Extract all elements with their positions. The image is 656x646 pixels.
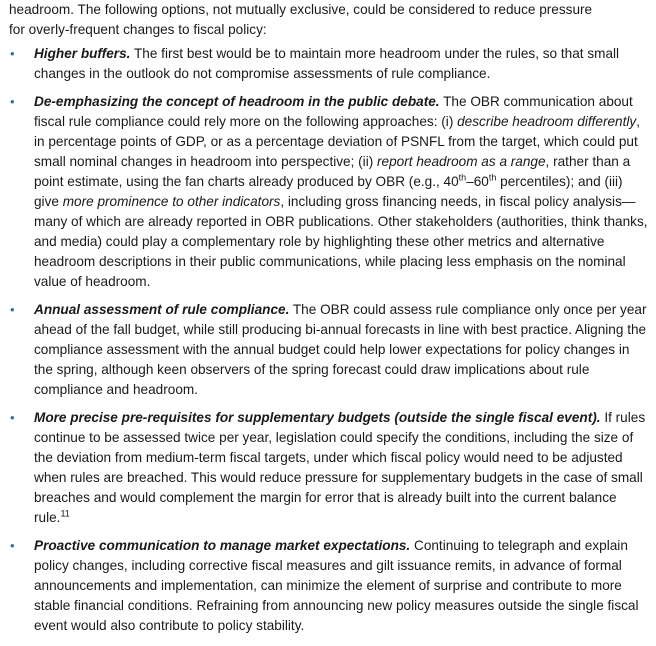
item-text: , in percentage points of GDP, or as a percentage deviation of PSNFL from the target, which could put small nominal changes in headroom into perspective; (ii) bbox=[34, 114, 640, 169]
item-heading: Annual assessment of rule compliance. bbox=[34, 302, 290, 317]
list-item bbox=[9, 92, 649, 292]
item-emphasis: describe headroom differently bbox=[457, 114, 637, 129]
item-heading: De-emphasizing the concept of headroom in the public debate. bbox=[34, 94, 440, 109]
intro-line-2: for overly-frequent changes to fiscal policy: bbox=[9, 22, 267, 37]
intro-line-1: headroom. The following options, not mutually exclusive, could be considered to reduce pressure bbox=[9, 2, 593, 17]
bullet-icon: • bbox=[10, 538, 15, 553]
item-text: If rules continue to be assessed twice per year, legislation could specify the conditions, including the size of the deviation from medium-term fiscal targets, under which fiscal policy would need to be adjusted when rules are breached. This would reduce pressure for supplementary budgets in the case of small breaches and would complement the margin for error that is already built into the current balance rule. bbox=[34, 410, 646, 525]
superscript: th bbox=[458, 172, 467, 183]
item-heading: Proactive communication to manage market expectations. bbox=[34, 538, 411, 553]
list-item bbox=[9, 300, 649, 400]
item-emphasis: more prominence to other indicators bbox=[62, 194, 281, 209]
superscript: th bbox=[488, 172, 497, 183]
bullet-icon: • bbox=[10, 46, 15, 61]
bullet-icon: • bbox=[10, 410, 15, 425]
item-text: The OBR communication about fiscal rule compliance could rely more on the following approaches: (i) bbox=[34, 94, 633, 129]
list-item bbox=[9, 408, 649, 528]
item-text: The OBR could assess rule compliance only once per year ahead of the fall budget, while still producing bi-annual forecasts in line with best practice. Aligning the compliance assessment with the annual budget could help lower expectations for policy changes in the spring, although keen observers of the spring forecast could draw implications about rule compliance and headroom. bbox=[34, 302, 647, 397]
item-text: , rather than a point estimate, using the fan charts already produced by OBR (e.g., 40 bbox=[34, 154, 631, 189]
item-text: , including gross financing needs, in fiscal policy analysis—many of which are already reported in OBR publications. Other stakeholders (authorities, think thanks, and media) could play a complementary role by highlighting these other metrics and alternative headroom descriptions in their public communications, while placing less emphasis on the nominal value of headroom. bbox=[34, 194, 648, 289]
list-item bbox=[9, 536, 649, 636]
options-list bbox=[9, 44, 649, 636]
item-emphasis: report headroom as a range bbox=[377, 154, 546, 169]
footnote-reference[interactable]: 11 bbox=[60, 508, 70, 519]
item-text: percentiles); and (iii) give bbox=[34, 174, 623, 209]
bullet-icon: • bbox=[10, 302, 15, 317]
item-text: –60 bbox=[466, 174, 489, 189]
intro-paragraph bbox=[9, 0, 649, 40]
item-heading: More precise pre-requisites for supplementary budgets (outside the single fiscal event). bbox=[34, 410, 601, 425]
item-heading: Higher buffers. bbox=[34, 46, 131, 61]
list-item bbox=[9, 44, 649, 84]
item-text: Continuing to telegraph and explain policy changes, including corrective fiscal measures and gilt issuance remits, in advance of formal announcements and implementation, can minimize the element of surprise and contribute to more stable financial conditions. Refraining from announcing new policy measures outside the single fiscal event would also contribute to policy stability. bbox=[34, 538, 639, 633]
item-text: The first best would be to maintain more headroom under the rules, so that small changes in the outlook do not compromise assessments of rule compliance. bbox=[34, 46, 620, 81]
bullet-icon: • bbox=[10, 94, 15, 109]
